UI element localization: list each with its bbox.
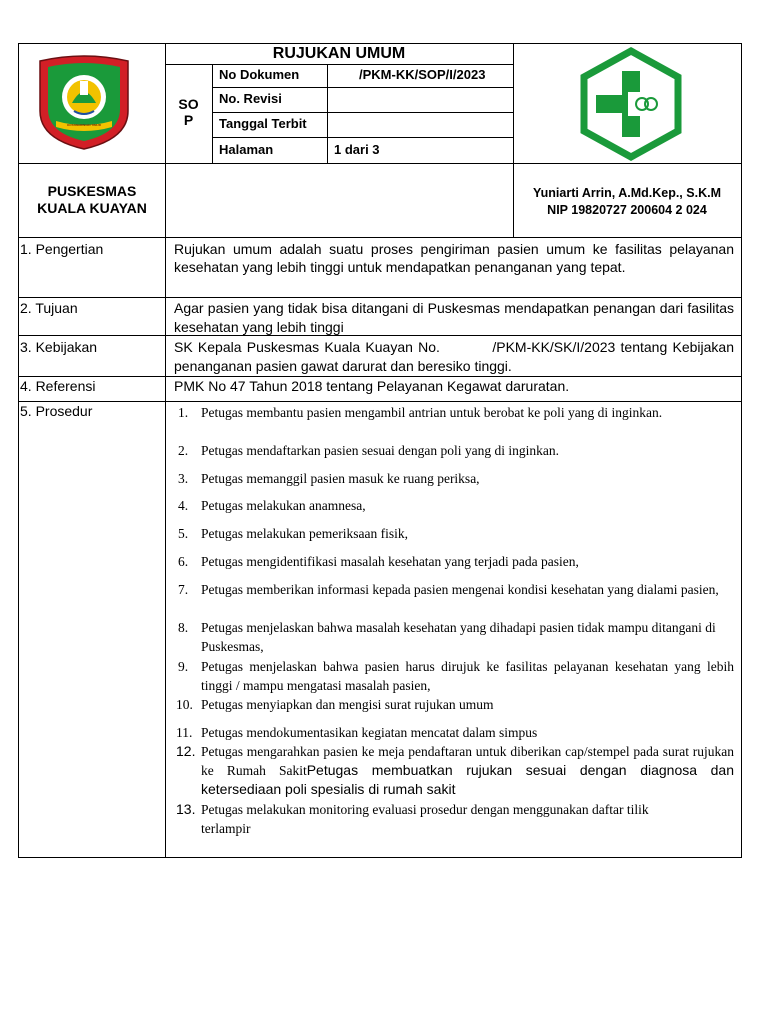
- pengertian-text: Rujukan umum adalah suatu proses pengiriman pasien umum ke fasilitas pelayanan kesehatan yang lebih tinggi untuk mendapatkan penanganan yang tepat.: [174, 241, 734, 275]
- procedure-step: [178, 723, 734, 742]
- section-label-kebijakan: 3. Kebijakan: [20, 339, 98, 355]
- step-number: 6.: [178, 554, 189, 569]
- section-label-pengertian: 1. Pengertian: [20, 241, 104, 257]
- step-text: [201, 742, 734, 799]
- step-number: 10.: [176, 697, 193, 712]
- step-text: Petugas mendokumentasikan kegiatan mencatat dalam simpus: [201, 725, 538, 740]
- puskesmas-logo: [578, 47, 684, 161]
- step-number: 2.: [178, 443, 189, 458]
- step-number: 9.: [178, 659, 189, 674]
- regency-crest-logo: [34, 51, 134, 151]
- field-label-no-dokumen: No Dokumen: [219, 67, 300, 82]
- kebijakan-text: SK Kepala Puskesmas Kuala Kuayan No. /PKM-KK/SK/I/2023 tentang Kebijakan penanganan pasien gawat darurat dan beresiko tinggi.: [174, 339, 738, 374]
- procedure-step: [178, 496, 734, 515]
- procedure-step: [178, 552, 734, 571]
- field-label-halaman: Halaman: [219, 142, 274, 157]
- step-number: 1.: [178, 405, 189, 420]
- procedure-step: [178, 800, 734, 838]
- section-label-prosedur: 5. Prosedur: [20, 403, 93, 419]
- field-label-tanggal-terbit: Tanggal Terbit: [219, 116, 307, 131]
- document-title: RUJUKAN UMUM: [272, 45, 406, 62]
- tujuan-text: Agar pasien yang tidak bisa ditangani di Puskesmas mendapatkan penangan dari fasilitas kesehatan yang lebih tinggi: [174, 300, 734, 335]
- step-number: 4.: [178, 498, 189, 513]
- field-value-no-dokumen: /PKM-KK/SOP/I/2023: [359, 67, 486, 82]
- step-number: 3.: [178, 471, 189, 486]
- step-text: Petugas memanggil pasien masuk ke ruang periksa,: [201, 471, 480, 486]
- procedure-step: [178, 469, 734, 488]
- step-text: Petugas mengidentifikasi masalah kesehatan yang terjadi pada pasien,: [201, 554, 579, 569]
- section-label-referensi: 4. Referensi: [20, 378, 96, 394]
- step-text: Petugas menyiapkan dan mengisi surat rujukan umum: [201, 697, 494, 712]
- step-text-part-a: Petugas mengarahkan pasien ke meja pendaftaran untuk diberikan cap/stempel pada surat rujukan ke Rumah Sakit: [201, 744, 734, 778]
- step-text: Petugas menjelaskan bahwa masalah kesehatan yang dihadapi pasien tidak mampu ditangani di Puskesmas,: [201, 620, 716, 654]
- step-number: 8.: [178, 620, 189, 635]
- step-text: Petugas memberikan informasi kepada pasien mengenai kondisi kesehatan yang dialami pasien,: [201, 582, 719, 597]
- signer-nip: NIP 19820727 200604 2 024: [547, 203, 707, 217]
- section-label-tujuan: 2. Tujuan: [20, 300, 78, 316]
- step-number: 13.: [176, 801, 196, 817]
- step-number: 12.: [176, 743, 196, 759]
- procedure-step: [178, 580, 734, 599]
- signer-name: Yuniarti Arrin, A.Md.Kep., S.K.M: [533, 186, 721, 200]
- step-text: Petugas melakukan anamnesa,: [201, 498, 366, 513]
- step-number: 5.: [178, 526, 189, 541]
- step-number: 7.: [178, 582, 189, 597]
- procedure-step: [178, 403, 734, 422]
- procedure-step: [178, 618, 734, 656]
- procedure-step: [178, 695, 734, 714]
- procedure-step: [178, 441, 734, 460]
- step-text: Petugas melakukan pemeriksaan fisik,: [201, 526, 408, 541]
- step-text: Petugas membantu pasien mengambil antrian untuk berobat ke poli yang di inginkan.: [201, 405, 663, 420]
- field-value-halaman: 1 dari 3: [334, 142, 380, 157]
- organization-name: PUSKESMAS KUALA KUAYAN: [37, 183, 147, 216]
- procedure-step: [178, 524, 734, 543]
- step-text: Petugas mendaftarkan pasien sesuai dengan poli yang di inginkan.: [201, 443, 560, 458]
- sop-label: SO P: [178, 96, 199, 128]
- crest-ribbon-text: KOTAWARINGIN TIMUR: [67, 123, 101, 127]
- step-text-part-b: Petugas membuatkan rujukan sesuai dengan diagnosa dan ketersediaan poli spesialis di rumah sakit: [201, 762, 734, 797]
- step-number: 11.: [176, 725, 193, 740]
- referensi-text: PMK No 47 Tahun 2018 tentang Pelayanan Kegawat daruratan.: [174, 378, 570, 394]
- procedure-step: [178, 657, 734, 695]
- step-text: Petugas menjelaskan bahwa pasien harus dirujuk ke fasilitas pelayanan kesehatan yang lebih tinggi / mampu mengatasi masalah pasien,: [201, 659, 734, 693]
- field-label-no-revisi: No. Revisi: [219, 91, 282, 106]
- step-text: Petugas melakukan monitoring evaluasi prosedur dengan menggunakan daftar tilik terlampir: [201, 802, 649, 836]
- procedure-step: [178, 742, 734, 799]
